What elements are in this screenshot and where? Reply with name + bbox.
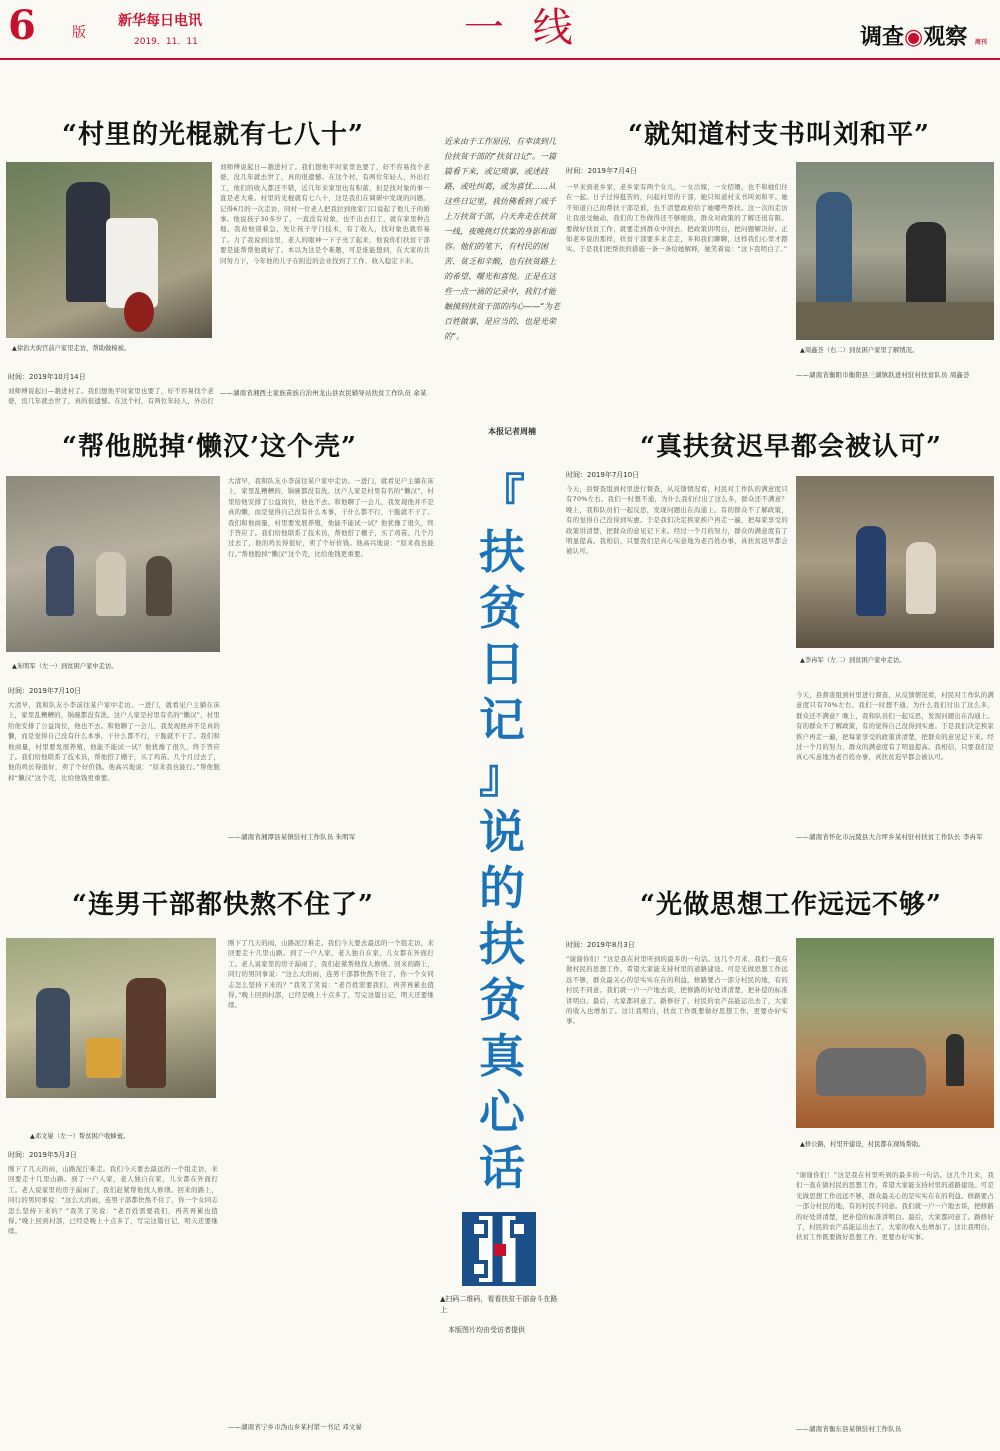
article-body-cont	[228, 476, 434, 826]
title-char: 贫	[479, 973, 525, 1027]
article-body-cont	[796, 690, 994, 824]
title-char: 记	[479, 693, 525, 747]
article-photo	[6, 162, 212, 338]
body-text: “谢谢你们！”这是我在村里听到的最多的一句话。这几个月来，我们一直在做村民的思想工作，希望大家能支持村里的道路建设。可是光做思想工作远远不够，群众最关心的是实实在在的利益。修路要占一部分村民的地，有的村民不同意。我们就一户一户地去谈，把修路的好处讲清楚，把补偿的标准讲明白。最后，大家都同意了。路修好了，村民的农产品能运出去了，大家的收入也增加了。这让我明白，扶贫工作既要做好思想工作，更要办好实事。	[796, 1171, 994, 1242]
photo-caption: ▲修公路，村里开建设，村民都在现场帮助。	[800, 1141, 925, 1148]
title-char: 扶	[479, 917, 525, 971]
reporter-byline: 本报记者周楠	[488, 427, 536, 436]
page-unit: 版	[72, 25, 86, 41]
page-number: 6	[8, 2, 36, 49]
title-char: 『	[479, 469, 525, 523]
logo-side: 周刊	[974, 39, 987, 46]
issue-date: 2019．11．11	[134, 37, 198, 47]
article-body: “谢谢你们！”这是我在村里听到的最多的一句话。这几个月来，我们一直在做村民的思想工作，希望大家能支持村里的道路建设。可是光做思想工作远远不够，群众最关心的是实实在在的利益。修路要占一部分村民的地，有的村民不同意。我们就一户一户地去谈，把修路的好处讲清楚，把补偿的标准讲明白。最后，大家都同意了。路修好了，村民的农产品能运出去了，大家的收入也增加了。这让我明白，扶贫工作既要做好思想工作，更要办好实事。	[566, 955, 788, 1026]
title-char: 日	[479, 637, 525, 691]
article-body-cont	[796, 1170, 994, 1420]
article-body: 刚下了几天的雨，山路泥泞难走。我们今天要去最远的一个组走访，来回要走十几里山路。到了一户人家，老人独自在家，儿女都在外面打工。老人说家里的房子漏雨了，我们赶紧帮他找人修缮。回来的路上，同行的男同事说：“这么大的雨，连男干部都快熬不住了，你一个女同志怎么坚持下来的？”我笑了笑说：“老百姓需要我们，再苦再累也值得。”晚上回到村部，已经是晚上十点多了，写完这篇日记，明天还要继续。	[8, 1165, 218, 1236]
header-rule	[0, 58, 1000, 60]
article-photo	[796, 938, 994, 1128]
intro-text: 近来由于工作原因，有幸读到几位扶贫干部的“扶贫日记”。一篇篇看下来，或记琐事，或述歧路，或吐纠葛，或为喜忧……从这些日记里，我仿佛看到了成千上万扶贫干部，白天奔走在扶贫一线，夜晚挑灯伏案的身影和面容。他们的笔下，有村民的困苦、贫乏和辛酸，也有扶贫路上的希望、曙光和喜悦。正是在这些一点一滴的记录中，我们才能触摸到扶贫干部的内心——“为老百姓做事，是应当的，也是光荣的”。	[444, 137, 561, 341]
title-char: 说	[479, 805, 525, 859]
article-title: “真扶贫迟早都会被认可”	[640, 432, 942, 462]
photo-caption: ▲邓文晏（左一）帮贫困户收蜂蜜。	[30, 1133, 130, 1140]
article-title: “就知道村支书叫刘和平”	[628, 120, 930, 150]
article-photo	[796, 476, 994, 648]
title-char: 贫	[479, 581, 525, 635]
article-footer: ——湖南省湘潭县某镇驻村工作队员 朱明军	[228, 833, 356, 841]
qr-code-icon[interactable]	[462, 1212, 536, 1286]
article-title: “连男干部都快熬不住了”	[72, 890, 374, 920]
column-logo	[860, 20, 987, 51]
article-date: 时间：2019年8月3日	[566, 941, 635, 949]
body-text: 刘师傅说起日—趟进村了。我们想他平时家里也要了，好不容易找个老婆，没几年就去世了，真的很遗憾。在这个村，有两位年轻人，外出打工，他们的收入都还不错，近几年来家里也有积蓄，但是找对象的事一直是老大难。村里的光棍就有七八十，这是我们在调研中发现的问题。记得6月的一次走访，同村一位老人把我拉到他家门口说起了他儿子的婚事。他说孩子30多岁了，一直没有对象，也不出去打工，就在家里种点地。我劝他别着急，先让孩子学门技术，有了收入，找对象也就容易了。力了我说到这里，老人的眼神一下子亮了起来，他说你们扶贫干部要是能帮帮他就好了。本以为这是个难题，可是谁能想到，在大家的共同努力下，今年他的儿子在附近的企业找到了工作，收入稳定下来。	[220, 163, 430, 265]
article-photo	[796, 162, 994, 340]
photo-caption: ▲朱明军（左一）到贫困户家中走访。	[12, 663, 118, 670]
article-body-cont	[228, 938, 434, 1416]
logo-left: 调查	[860, 24, 905, 50]
title-char: 』	[479, 749, 525, 803]
photo-caption: ▲周鑫荟（右二）到贫困户家里了解情况。	[800, 347, 919, 354]
article-date: 时间：2019年5月3日	[8, 1151, 77, 1159]
title-char: 真	[479, 1029, 525, 1083]
title-char: 心	[479, 1085, 525, 1139]
photo-caption: ▲李冉军（左二）到贫困户家中走访。	[800, 657, 906, 664]
article-photo	[6, 476, 220, 652]
title-char: 的	[479, 861, 525, 915]
body-text: 刚下了几天的雨，山路泥泞难走。我们今天要去最远的一个组走访，来回要走十几里山路。到了一户人家，老人独自在家，儿女都在外面打工。老人说家里的房子漏雨了，我们赶紧帮他找人修缮。回来的路上，同行的男同事说：“这么大的雨，连男干部都快熬不住了，你一个女同志怎么坚持下来的？”我笑了笑说：“老百姓需要我们，再苦再累也值得。”晚上回到村部，已经是晚上十点多了，写完这篇日记，明天还要继续。	[228, 939, 434, 1010]
article-body: 大清早，我和队友小李前往某户家中走访。一进门，就看见户主躺在床上，家里乱糟糟的，锅碗都没有洗。这户人家是村里有名的“懒汉”，村里给他安排了公益岗位，他也不去。和他聊了一会儿，我发现他并不是真的懒，而是觉得自己没有什么本事，干什么都不行，干脆就不干了。我们和他商量，村里要发展养殖，他能不能试一试？他犹豫了很久，终于答应了。我们给他联系了技术员，帮他搭了棚子，买了鸡苗。几个月过去了，他的鸡长得很好，卖了个好价钱。他高兴地说：“原来我也能行。”帮他脱掉“懒汉”这个壳，比给他钱更重要。	[8, 701, 220, 782]
article-footer: ——湖南省湘西土家族苗族自治州龙山县农民辅导站扶贫工作队员 余某	[220, 389, 427, 397]
article-body: 刘师傅说起日—趟进村了。我们想他平时家里也要了，好不容易找个老婆，没几年就去世了，真的很遗憾。在这个村，有两位年轻人，外出打	[8, 387, 214, 406]
article-body: 今天，县督查组到村里进行督查，从反馈情况看，村民对工作队的满意度只有70%左右。我们一时想不通，为什么我们付出了这么多，群众还不满意？晚上，我和队员们一起反思，发现问题出在沟通上。有的群众不了解政策，有的觉得自己没得到实惠。于是我们决定挨家挨户再走一遍，把每家享受的政策讲清楚，把群众的意见记下来。经过一个月的努力，群众的满意度有了明显提高。我相信，只要我们是真心实意地为老百姓办事，真扶贫迟早都会被认可。	[566, 485, 788, 556]
article-body: 一早来到老乡家，老乡家有两个女儿，一女出嫁，一女招婿，也不和她们住在一起。日子过得挺苦的，问起村里的干部，她只知道村支书叫刘和平。她不知道自己的帮扶干部是谁，也不清楚政府给了她哪些帮扶。这一次的走访让我很受触动，我们的工作做得还不够细致，群众对政策的了解还很有限。要做好扶贫工作，就要走到群众中间去，把政策讲明白，把问题解决好。正如老乡说的那样，扶贫干部要多来走走，多和我们聊聊，这样我们心里才踏实。于是我们把帮扶的措施一条一条给她解释，她笑着说：“这下我明白了。”	[566, 183, 788, 254]
article-footer: ——湖南省宁乡市沩山乡某村第一书记 邓文晏	[228, 1423, 363, 1431]
article-body-cont	[220, 162, 430, 384]
article-date: 时间：2019年10月14日	[8, 373, 86, 381]
body-text: 今天，县督查组到村里进行督查，从反馈情况看，村民对工作队的满意度只有70%左右。我们一时想不通，为什么我们付出了这么多，群众还不满意？晚上，我和队员们一起反思，发现问题出在沟通上。有的群众不了解政策，有的觉得自己没得到实惠。于是我们决定挨家挨户再走一遍，把每家享受的政策讲清楚，把群众的意见记下来。经过一个月的努力，群众的满意度有了明显提高。我相信，只要我们是真心实意地为老百姓办事，真扶贫迟早都会被认可。	[796, 691, 994, 762]
body-text: 大清早，我和队友小李前往某户家中走访。一进门，就看见户主躺在床上，家里乱糟糟的，锅碗都没有洗。这户人家是村里有名的“懒汉”，村里给他安排了公益岗位，他也不去。和他聊了一会儿，我发现他并不是真的懒，而是觉得自己没有什么本事，干什么都不行，干脆就不干了。我们和他商量，村里要发展养殖，他能不能试一试？他犹豫了很久，终于答应了。我们给他联系了技术员，帮他搭了棚子，买了鸡苗。几个月过去了，他的鸡长得很好，卖了个好价钱。他高兴地说：“原来我也能行。”帮他脱掉“懒汉”这个壳，比给他钱更重要。	[228, 477, 434, 558]
article-footer: ——湖南省怀化市沅陵县大合坪乡某村驻村扶贫工作队长 李冉军	[796, 833, 983, 841]
title-char: 话	[479, 1141, 525, 1195]
photo-caption: ▲徐治大街官前户家里走访，帮助做棉被。	[12, 345, 131, 352]
feature-title	[474, 468, 534, 1196]
article-date: 时间：2019年7月4日	[566, 167, 638, 175]
article-date: 时间：2019年7月10日	[566, 471, 640, 479]
page-byline: 本版图片均由受访者提供	[448, 1326, 525, 1334]
article-footer: ——湖南省衡东县某镇驻村工作队员	[796, 1425, 902, 1433]
logo-mark-icon: ◉	[904, 24, 924, 50]
center-intro	[444, 134, 562, 422]
article-date: 时间：2019年7月10日	[8, 687, 82, 695]
article-title: “村里的光棍就有七八十”	[62, 120, 364, 150]
logo-right: 观察	[923, 24, 968, 50]
title-char: 扶	[479, 525, 525, 579]
paper-name: 新华每日电讯	[118, 13, 202, 29]
section-title: 一 线	[464, 5, 581, 51]
article-title: “光做思想工作远远不够”	[640, 890, 942, 920]
article-title: “帮他脱掉‘懒汉’这个壳”	[62, 432, 358, 462]
article-photo	[6, 938, 216, 1098]
article-footer: ——湖南省衡阳市衡阳县三湖镇跃进村驻村扶贫队员 周鑫荟	[796, 371, 970, 379]
qr-caption: ▲扫码二维码，看看扶贫干部奋斗在路上	[440, 1295, 558, 1314]
